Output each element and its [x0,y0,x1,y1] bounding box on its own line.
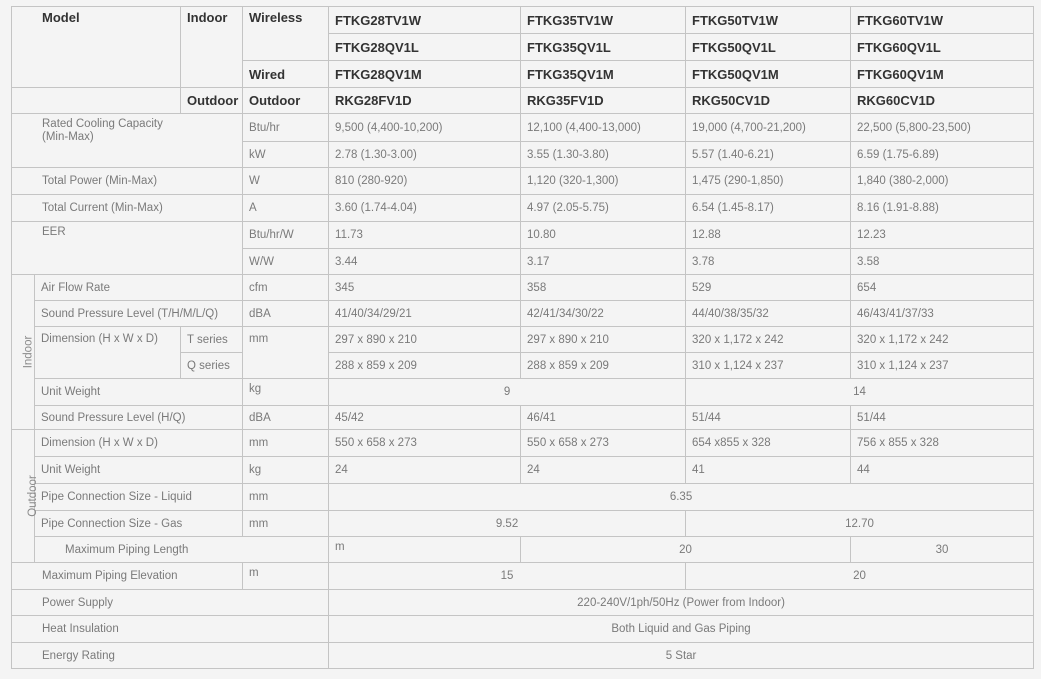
value-cell: 5.57 (1.40-6.21) [686,142,851,168]
value-cell: 9,500 (4,400-10,200) [329,114,521,142]
value-cell: 6.35 [329,484,1034,511]
unit-cell: kW [243,142,329,168]
value-cell: 11.73 [329,222,521,249]
value-cell: 19,000 (4,700-21,200) [686,114,851,142]
value-cell: 288 x 859 x 209 [521,353,686,379]
value-cell: 550 x 658 x 273 [521,430,686,457]
model-cell: FTKG60QV1M [851,61,1034,88]
value-cell: 15 [329,563,686,590]
label-energy-rating: Energy Rating [12,643,329,669]
value-cell: 41 [686,457,851,484]
model-cell: FTKG35TV1W [521,7,686,34]
value-cell: 51/44 [686,406,851,430]
header-indoor: Indoor [181,7,243,88]
value-cell: 8.16 (1.91-8.88) [851,195,1034,222]
value-cell: 20 [521,537,851,563]
value-cell: 3.17 [521,249,686,275]
label-airflow: Air Flow Rate [35,275,243,301]
indoor-section-label: Indoor [12,275,35,430]
label-pipe-liquid: Pipe Connection Size - Liquid [35,484,243,511]
value-cell: 220-240V/1ph/50Hz (Power from Indoor) [329,590,1034,616]
value-cell: 3.55 (1.30-3.80) [521,142,686,168]
spec-table [11,6,1034,669]
value-cell: 654 [851,275,1034,301]
value-cell: 1,840 (380-2,000) [851,168,1034,195]
value-cell: 42/41/34/30/22 [521,301,686,327]
value-cell: 358 [521,275,686,301]
header-wireless: Wireless [243,7,329,61]
model-cell: FTKG35QV1M [521,61,686,88]
model-cell: FTKG28QV1L [329,34,521,61]
value-cell: Both Liquid and Gas Piping [329,616,1034,643]
outdoor-section-label: Outdoor [12,430,35,563]
value-cell: 12,100 (4,400-13,000) [521,114,686,142]
model-cell: FTKG60TV1W [851,7,1034,34]
value-cell: 529 [686,275,851,301]
model-cell: FTKG60QV1L [851,34,1034,61]
label-power: Total Power (Min-Max) [12,168,243,195]
unit-cell: mm [243,484,329,511]
label-q-series: Q series [181,353,243,379]
label-eer: EER [12,222,243,275]
value-cell: 12.23 [851,222,1034,249]
value-cell: 6.59 (1.75-6.89) [851,142,1034,168]
value-cell: 44/40/38/35/32 [686,301,851,327]
value-cell: 24 [521,457,686,484]
value-cell: 3.44 [329,249,521,275]
value-cell: 9 [329,379,686,406]
label-power-supply: Power Supply [12,590,329,616]
model-cell: RKG60CV1D [851,88,1034,114]
header-wired: Wired [243,61,329,88]
unit-cell: W [243,168,329,195]
label-indoor-sound: Sound Pressure Level (T/H/M/L/Q) [35,301,243,327]
label-outdoor-dimension: Dimension (H x W x D) [35,430,243,457]
value-cell: 46/43/41/37/33 [851,301,1034,327]
value-cell: 320 x 1,172 x 242 [686,327,851,353]
value-cell: 46/41 [521,406,686,430]
value-cell: 550 x 658 x 273 [329,430,521,457]
unit-cell: dBA [243,406,329,430]
model-cell: FTKG50TV1W [686,7,851,34]
unit-cell: cfm [243,275,329,301]
value-cell: 288 x 859 x 209 [329,353,521,379]
label-indoor-weight: Unit Weight [35,379,243,406]
value-cell: 3.78 [686,249,851,275]
header-outdoor: Outdoor [181,88,243,114]
value-cell: 6.54 (1.45-8.17) [686,195,851,222]
value-cell: 45/42 [329,406,521,430]
value-cell: 320 x 1,172 x 242 [851,327,1034,353]
header-outdoor-sub: Outdoor [243,88,329,114]
model-cell: RKG50CV1D [686,88,851,114]
unit-cell: W/W [243,249,329,275]
label-indoor-dimension: Dimension (H x W x D) [35,327,181,379]
value-cell: 1,475 (290-1,850) [686,168,851,195]
header-blank [12,88,181,114]
label-current: Total Current (Min-Max) [12,195,243,222]
unit-cell: m [329,537,521,563]
model-cell: FTKG28TV1W [329,7,521,34]
value-cell: 44 [851,457,1034,484]
model-cell: RKG35FV1D [521,88,686,114]
unit-cell: mm [243,327,329,379]
label-t-series: T series [181,327,243,353]
value-cell: 12.88 [686,222,851,249]
unit-cell: Btu/hr/W [243,222,329,249]
value-cell: 10.80 [521,222,686,249]
value-cell: 4.97 (2.05-5.75) [521,195,686,222]
value-cell: 5 Star [329,643,1034,669]
label-pipe-gas: Pipe Connection Size - Gas [35,511,243,537]
unit-cell: kg [243,457,329,484]
value-cell: 24 [329,457,521,484]
value-cell: 20 [686,563,1034,590]
value-cell: 297 x 890 x 210 [521,327,686,353]
model-cell: FTKG50QV1L [686,34,851,61]
value-cell: 22,500 (5,800-23,500) [851,114,1034,142]
value-cell: 30 [851,537,1034,563]
unit-cell: mm [243,430,329,457]
unit-cell: dBA [243,301,329,327]
value-cell: 810 (280-920) [329,168,521,195]
value-cell: 310 x 1,124 x 237 [686,353,851,379]
value-cell: 14 [686,379,1034,406]
value-cell: 3.60 (1.74-4.04) [329,195,521,222]
value-cell: 51/44 [851,406,1034,430]
unit-cell: mm [243,511,329,537]
model-cell: FTKG28QV1M [329,61,521,88]
value-cell: 2.78 (1.30-3.00) [329,142,521,168]
value-cell: 41/40/34/29/21 [329,301,521,327]
value-cell: 12.70 [686,511,1034,537]
unit-cell: A [243,195,329,222]
value-cell: 9.52 [329,511,686,537]
label-outdoor-sound: Sound Pressure Level (H/Q) [35,406,243,430]
value-cell: 345 [329,275,521,301]
value-cell: 310 x 1,124 x 237 [851,353,1034,379]
unit-cell: Btu/hr [243,114,329,142]
value-cell: 3.58 [851,249,1034,275]
unit-cell: m [243,563,329,590]
value-cell: 756 x 855 x 328 [851,430,1034,457]
label-piping-elevation: Maximum Piping Elevation [12,563,243,590]
value-cell: 654 x855 x 328 [686,430,851,457]
label-piping-length: Maximum Piping Length [35,537,329,563]
value-cell: 1,120 (320-1,300) [521,168,686,195]
unit-cell: kg [243,379,329,406]
model-cell: FTKG35QV1L [521,34,686,61]
label-outdoor-weight: Unit Weight [35,457,243,484]
label-heat-insulation: Heat Insulation [12,616,329,643]
header-model: Model [12,7,181,88]
value-cell: 297 x 890 x 210 [329,327,521,353]
model-cell: FTKG50QV1M [686,61,851,88]
model-cell: RKG28FV1D [329,88,521,114]
label-cooling: Rated Cooling Capacity (Min-Max) [12,114,243,168]
